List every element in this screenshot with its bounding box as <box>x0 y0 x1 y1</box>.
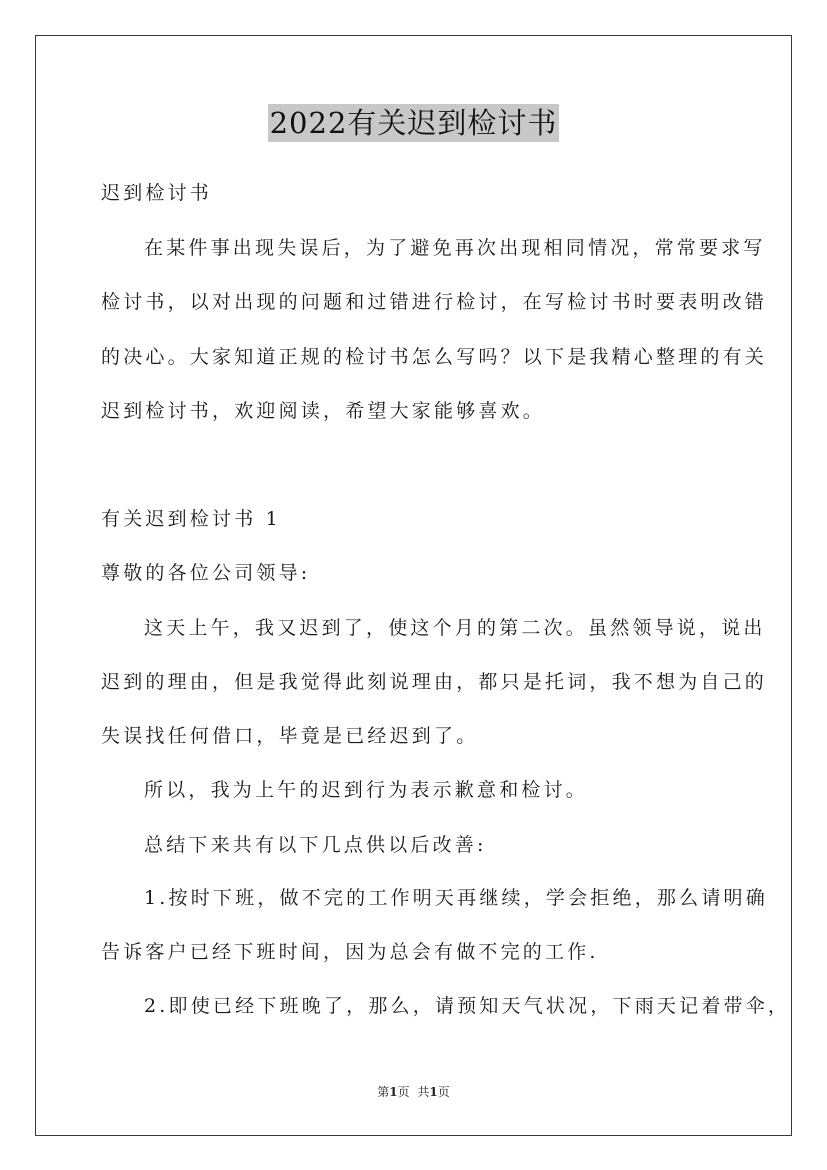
page-footer <box>0 1084 827 1100</box>
page-title: 2022有关迟到检讨书 <box>269 106 558 140</box>
section-heading: 有关迟到检讨书 1 <box>101 508 281 530</box>
total-pages: 1 <box>429 1085 438 1099</box>
list-item: 2.即使已经下班晚了，那么，请预知天气状况，下雨天记着带伞， <box>144 995 791 1017</box>
body-line: 的决心。大家知道正规的检讨书怎么写吗？以下是我精心整理的有关 <box>101 346 768 368</box>
title-container <box>0 104 827 142</box>
list-item: 1.按时下班，做不完的工作明天再继续，学会拒绝，那么请明确 <box>144 887 768 909</box>
body-line: 迟到检讨书，欢迎阅读，希望大家能够喜欢。 <box>101 400 546 422</box>
total-pages-prefix: 共 <box>417 1085 430 1099</box>
body-line: 迟到的理由，但是我觉得此刻说理由，都只是托词，我不想为自己的 <box>101 671 768 693</box>
body-line: 总结下来共有以下几点供以后改善: <box>144 834 487 856</box>
page-number-suffix: 页 <box>397 1085 410 1099</box>
body-line: 这天上午，我又迟到了，使这个月的第二次。虽然领导说，说出 <box>144 617 766 639</box>
body-line: 在某件事出现失误后，为了避免再次出现相同情况，常常要求写 <box>144 237 766 259</box>
page-number: 1 <box>389 1085 398 1099</box>
body-line: 迟到检讨书 <box>101 182 213 204</box>
body-line: 失误找任何借口，毕竟是已经迟到了。 <box>101 725 479 747</box>
salutation: 尊敬的各位公司领导: <box>101 562 311 584</box>
page-number-prefix: 第 <box>377 1085 390 1099</box>
total-pages-suffix: 页 <box>437 1085 450 1099</box>
body-line: 检讨书，以对出现的问题和过错进行检讨，在写检讨书时要表明改错 <box>101 291 768 313</box>
list-item-continuation: 告诉客户已经下班时间，因为总会有做不完的工作. <box>101 941 599 963</box>
body-line: 所以，我为上午的迟到行为表示歉意和检讨。 <box>144 779 589 801</box>
